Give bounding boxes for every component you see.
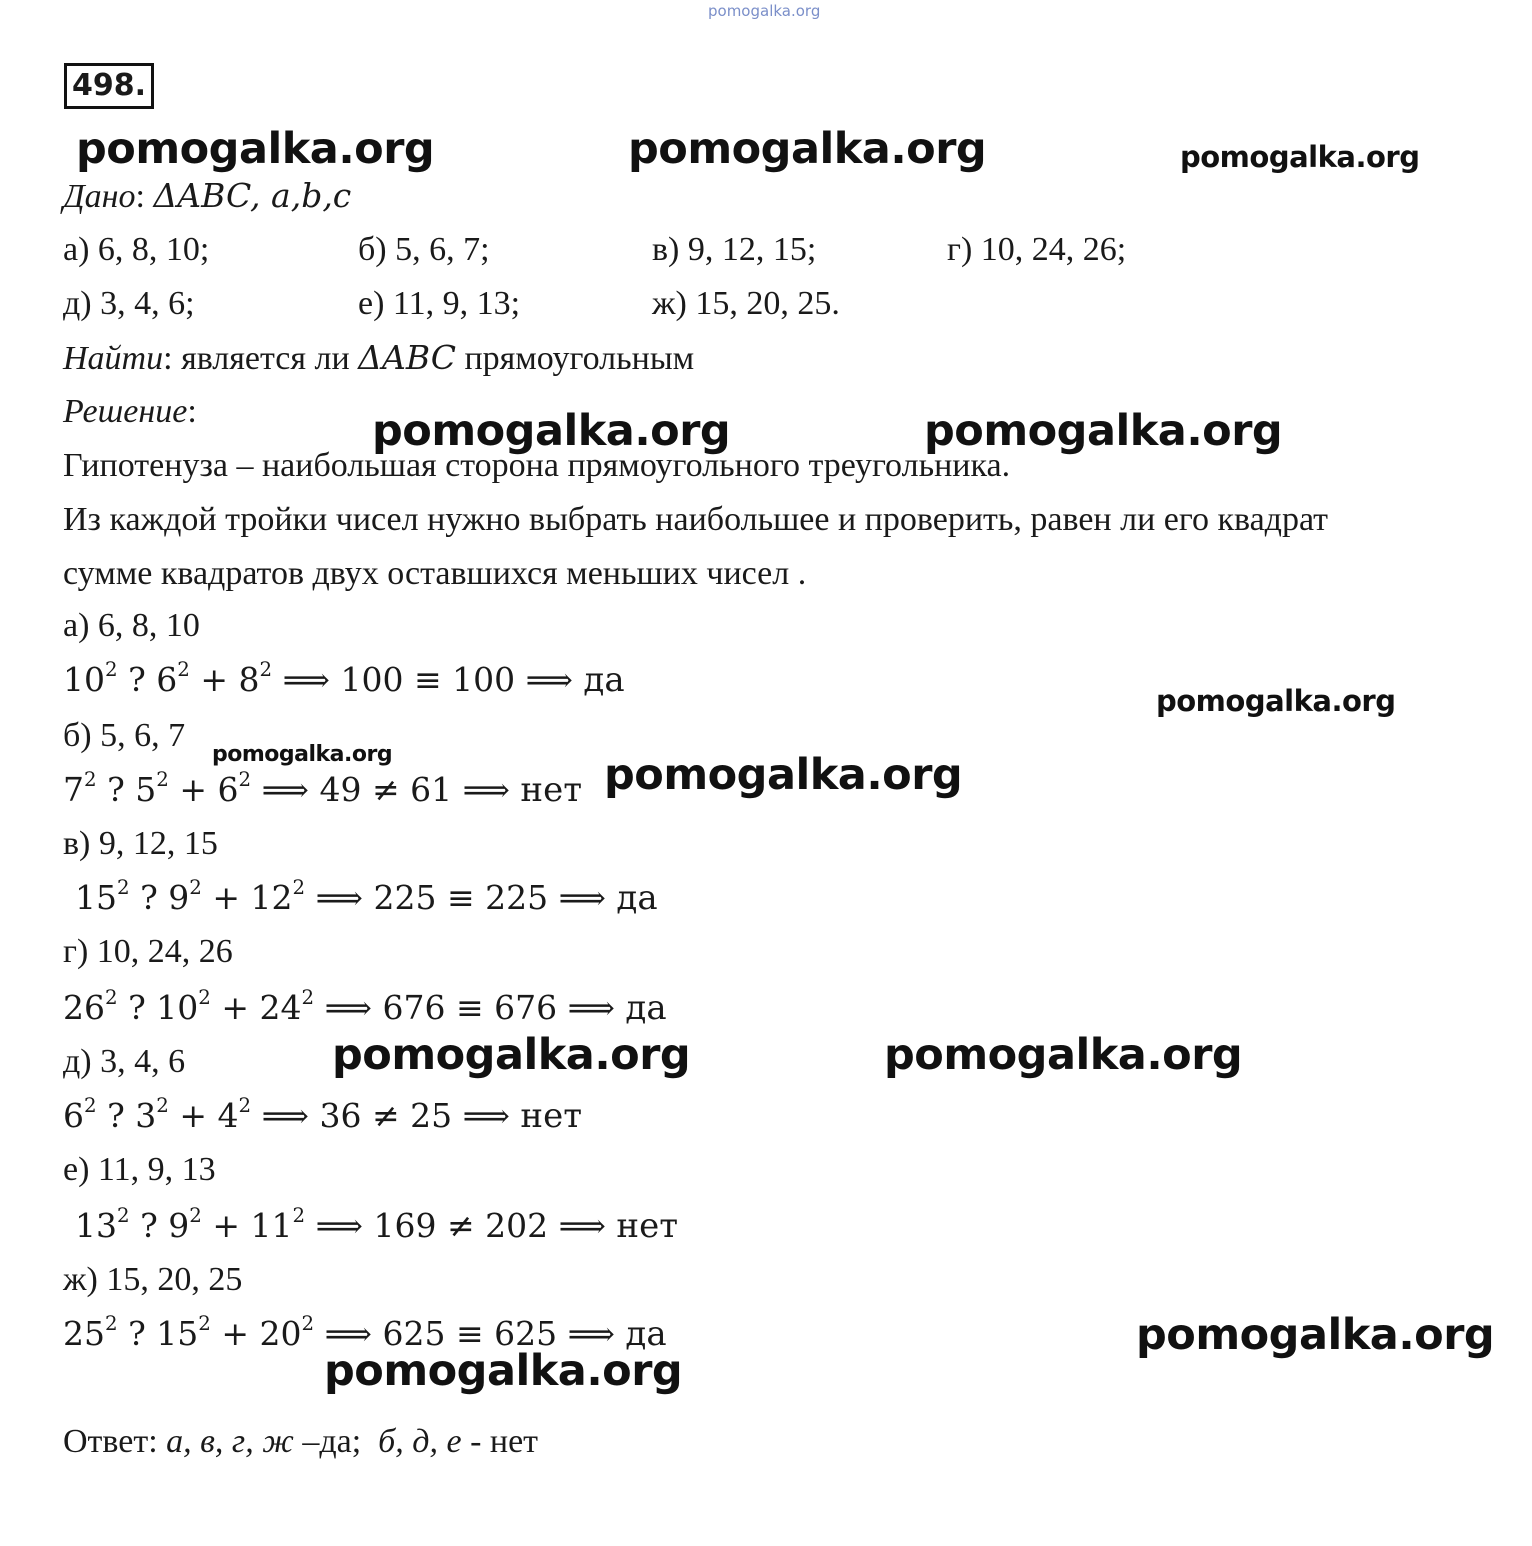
watermark: pomogalka.org	[604, 750, 963, 800]
explanation-line: Из каждой тройки чисел нужно выбрать наибольшее и проверить, равен ли его квадрат	[63, 501, 1329, 538]
case-equation: $7^2$ ? $5^2 + 6^2$ ⟹ 49 ≠ 61 ⟹ нет	[63, 768, 583, 810]
solution-label: Решение:	[63, 393, 197, 430]
watermark: pomogalka.org	[332, 1030, 691, 1080]
case-header: г) 10, 24, 26	[63, 933, 233, 970]
given-line: Дано: ΔABC, a,b,c	[63, 176, 352, 215]
explanation-line: сумме квадратов двух оставшихся меньших чисел .	[63, 555, 807, 592]
case-header: в) 9, 12, 15	[63, 825, 218, 862]
watermark: pomogalka.org	[372, 406, 731, 456]
watermark: pomogalka.org	[1180, 140, 1420, 174]
watermark: pomogalka.org	[1156, 684, 1396, 718]
case-header: б) 5, 6, 7	[63, 717, 186, 754]
option-a: а) 6, 8, 10;	[63, 231, 210, 268]
case-header: ж) 15, 20, 25	[63, 1261, 243, 1298]
option-b: б) 5, 6, 7;	[358, 231, 490, 268]
watermark-top: pomogalka.org	[708, 2, 821, 20]
case-equation: $10^2$ ? $6^2 + 8^2$ ⟹ 100 ≡ 100 ⟹ да	[63, 658, 625, 700]
answer-label: Ответ:	[63, 1423, 158, 1460]
option-zh: ж) 15, 20, 25.	[652, 285, 840, 322]
problem-number: 498.	[64, 63, 154, 109]
find-line: Найти: является ли ΔABC прямоугольным	[63, 338, 695, 377]
case-equation: $6^2$ ? $3^2 + 4^2$ ⟹ 36 ≠ 25 ⟹ нет	[63, 1094, 583, 1136]
given-text: ΔABC, a,b,c	[153, 176, 352, 215]
watermark: pomogalka.org	[76, 124, 435, 174]
case-header: д) 3, 4, 6	[63, 1043, 186, 1080]
watermark: pomogalka.org	[1136, 1310, 1495, 1360]
watermark: pomogalka.org	[324, 1346, 683, 1396]
watermark: pomogalka.org	[924, 406, 1283, 456]
option-d: д) 3, 4, 6;	[63, 285, 195, 322]
case-header: е) 11, 9, 13	[63, 1151, 216, 1188]
answer-line: Ответ: а, в, г, ж –да; б, д, е - нет	[63, 1423, 539, 1460]
find-label: Найти	[63, 340, 164, 377]
case-equation: $13^2$ ? $9^2 + 11^2$ ⟹ 169 ≠ 202 ⟹ нет	[75, 1204, 679, 1246]
option-v: в) 9, 12, 15;	[652, 231, 817, 268]
case-equation: $26^2$ ? $10^2 + 24^2$ ⟹ 676 ≡ 676 ⟹ да	[63, 986, 667, 1028]
given-label: Дано	[63, 178, 136, 215]
watermark: pomogalka.org	[628, 124, 987, 174]
find-triangle: ΔABC	[358, 338, 456, 377]
watermark: pomogalka.org	[884, 1030, 1243, 1080]
case-equation: $25^2$ ? $15^2 + 20^2$ ⟹ 625 ≡ 625 ⟹ да	[63, 1312, 667, 1354]
watermark: pomogalka.org	[212, 742, 393, 767]
case-header: а) 6, 8, 10	[63, 607, 200, 644]
option-e: е) 11, 9, 13;	[358, 285, 521, 322]
option-g: г) 10, 24, 26;	[947, 231, 1127, 268]
case-equation: $15^2$ ? $9^2 + 12^2$ ⟹ 225 ≡ 225 ⟹ да	[75, 876, 658, 918]
explanation-line: Гипотенуза – наибольшая сторона прямоугольного треугольника.	[63, 447, 1011, 484]
